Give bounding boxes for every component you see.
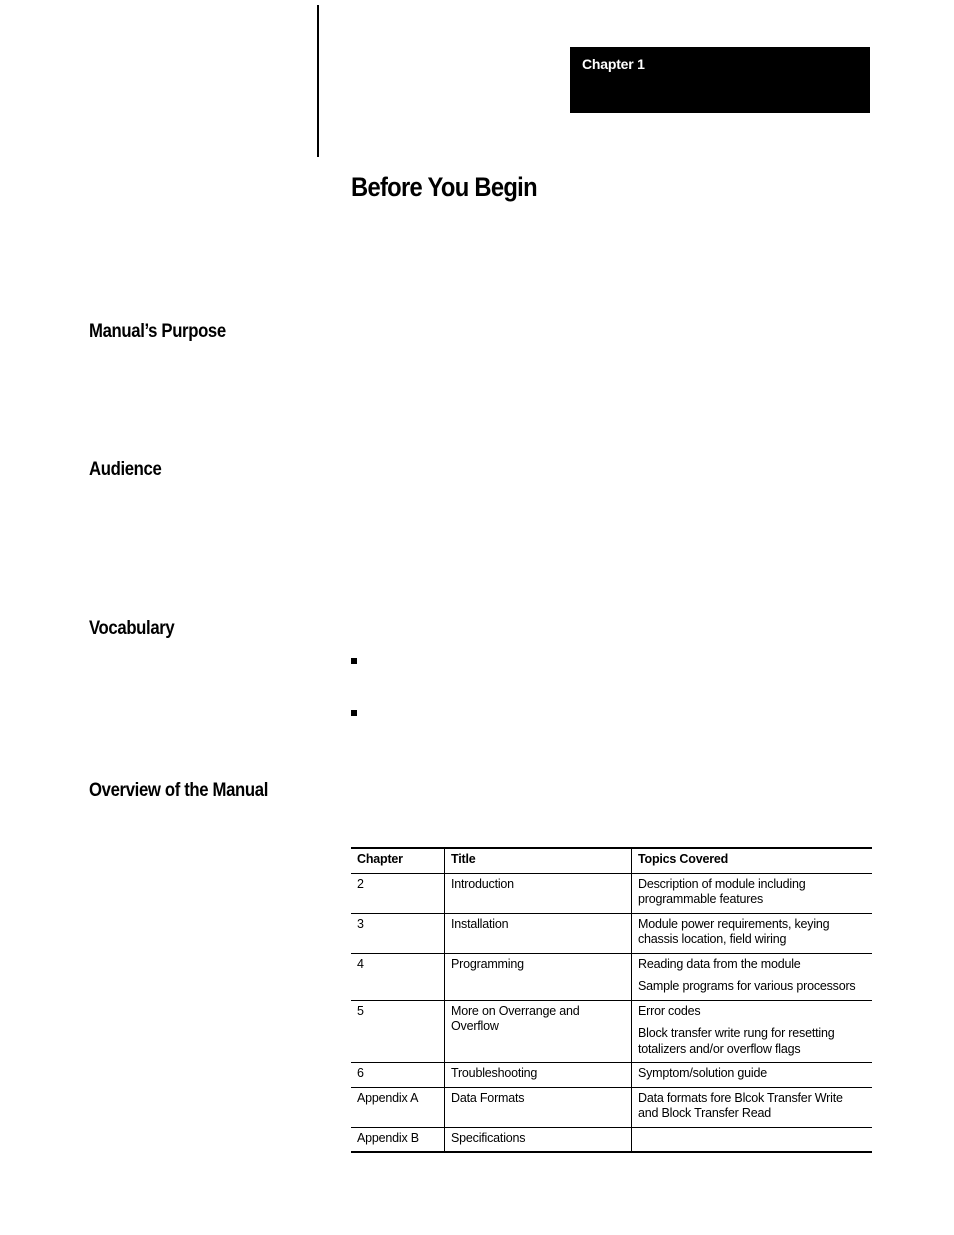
cell-topics — [632, 1127, 873, 1152]
section-heading-purpose: Manual’s Purpose — [89, 321, 226, 342]
cell-chapter: 2 — [351, 873, 445, 913]
cell-title: Specifications — [445, 1127, 632, 1152]
section-heading-audience: Audience — [89, 459, 162, 480]
topic-item: Module power requirements, keying chassis location, field wiring — [638, 916, 830, 946]
cell-topics — [632, 1063, 873, 1088]
topic-item: Symptom/solution guide — [638, 1066, 768, 1080]
header-chapter: Chapter — [351, 848, 445, 873]
section-heading-vocabulary: Vocabulary — [89, 618, 175, 639]
table-row — [351, 1087, 872, 1127]
section-heading-overview: Overview of the Manual — [89, 780, 269, 801]
topic-item: Sample programs for various processors — [638, 979, 856, 993]
table-row — [351, 953, 872, 1000]
cell-topics — [632, 1000, 873, 1063]
header-topics: Topics Covered — [632, 848, 873, 873]
cell-title: Installation — [445, 913, 632, 953]
cell-title: Troubleshooting — [445, 1063, 632, 1088]
table-row — [351, 1000, 872, 1063]
margin-rule — [317, 5, 319, 157]
chapter-tab — [570, 47, 870, 113]
cell-chapter: 3 — [351, 913, 445, 953]
header-title: Title — [445, 848, 632, 873]
cell-title: Data Formats — [445, 1087, 632, 1127]
table-header-row — [351, 848, 872, 873]
cell-chapter: 5 — [351, 1000, 445, 1063]
topic-item: Error codes — [638, 1003, 701, 1018]
cell-chapter: 6 — [351, 1063, 445, 1088]
table-row — [351, 1127, 872, 1152]
vocabulary-bullet — [351, 658, 357, 664]
table-row — [351, 913, 872, 953]
table-row — [351, 1063, 872, 1088]
table-row — [351, 873, 872, 913]
topic-item: Description of module including programmable features — [638, 876, 806, 906]
cell-title: More on Overrange and Overflow — [445, 1000, 632, 1063]
chapter-label: Chapter 1 — [582, 56, 645, 72]
cell-topics — [632, 873, 873, 913]
cell-title: Programming — [445, 953, 632, 1000]
cell-chapter: 4 — [351, 953, 445, 1000]
cell-topics — [632, 1087, 873, 1127]
cell-chapter: Appendix A — [351, 1087, 445, 1127]
cell-chapter: Appendix B — [351, 1127, 445, 1152]
topic-item: Data formats fore Blcok Transfer Write and Block Transfer Read — [638, 1090, 843, 1120]
cell-topics — [632, 913, 873, 953]
topic-item: Block transfer write rung for resetting totalizers and/or overflow flags — [638, 1026, 835, 1056]
page-title: Before You Begin — [351, 172, 537, 202]
vocabulary-bullet — [351, 710, 357, 716]
table-body — [351, 873, 872, 1152]
overview-table — [351, 847, 872, 1153]
cell-topics — [632, 953, 873, 1000]
topic-item: Reading data from the module — [638, 956, 801, 971]
cell-title: Introduction — [445, 873, 632, 913]
